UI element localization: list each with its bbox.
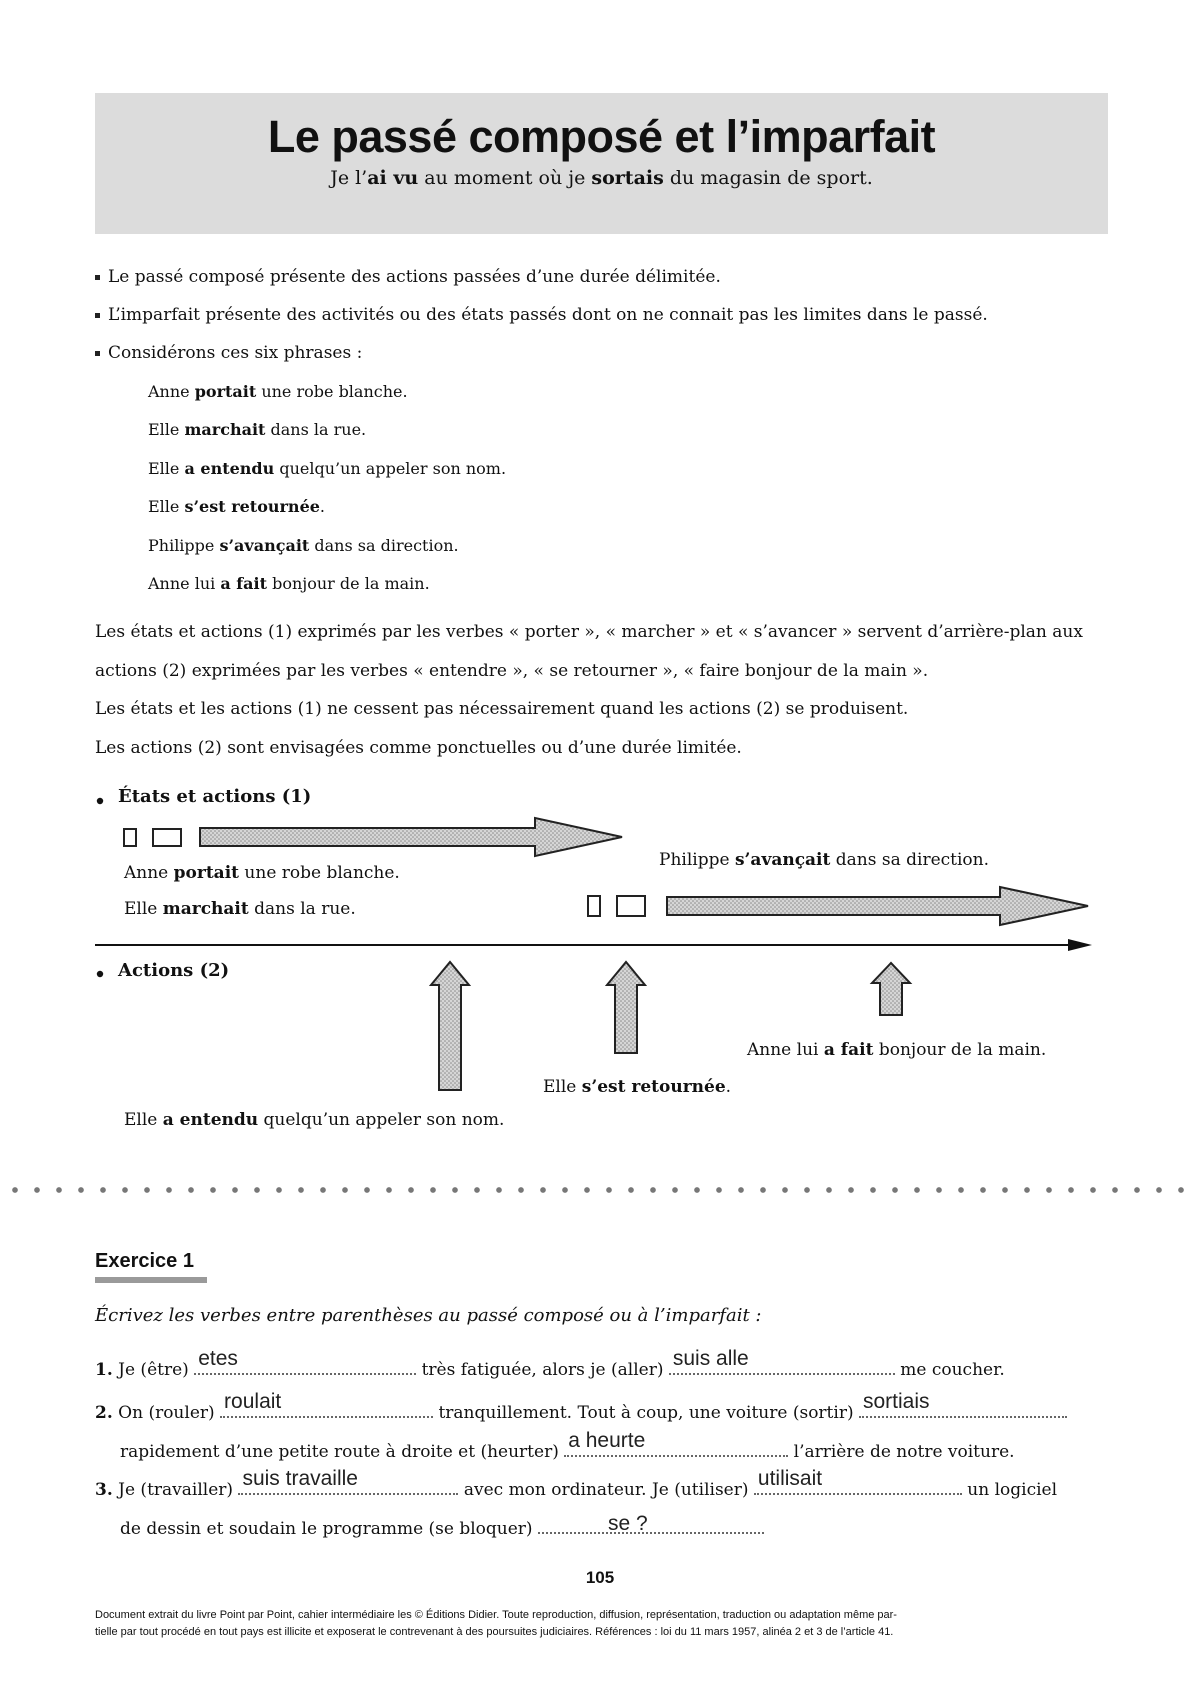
example-text: Philippe	[148, 535, 220, 555]
subtitle-verb: ai vu	[367, 167, 419, 189]
duration-square	[153, 829, 181, 846]
diagram-text-part: dans la rue.	[248, 899, 356, 919]
diagram-text-anne-portait	[124, 863, 400, 883]
paragraph-line: actions (2) exprimées par les verbes « entendre », « se retourner », « faire bonjour de la main ».	[95, 660, 929, 681]
diagram-text-elle-entendu	[124, 1110, 504, 1130]
diagram-text-part: bonjour de la main.	[873, 1040, 1047, 1060]
question-text: un logiciel	[961, 1480, 1058, 1500]
page-title: Le passé composé et l’imparfait	[267, 111, 936, 162]
question-number: 2.	[95, 1403, 113, 1423]
question-text: l’arrière de notre voiture.	[788, 1442, 1015, 1462]
question-text: rapidement d’une petite route à droite et (heurter)	[120, 1442, 565, 1462]
example-text: bonjour de la main.	[267, 573, 430, 593]
example-verb: s’avançait	[219, 535, 310, 555]
diagram-verb: s’est retournée	[581, 1077, 726, 1097]
paragraph-line: Les actions (2) sont envisagées comme ponctuelles ou d’une durée limitée.	[95, 737, 742, 758]
example-verb: s’est retournée	[184, 497, 320, 517]
bullet-text: L’imparfait présente des activités ou des états passés dont on ne connait pas les limites dans le passé.	[108, 305, 988, 325]
answer-blank-2a[interactable]	[220, 1390, 433, 1418]
question-text: très fatiguée, alors je (aller)	[416, 1360, 669, 1380]
example-text: une robe blanche.	[256, 382, 408, 401]
exercise-question-2-continued	[120, 1429, 1015, 1462]
timeline-arrowhead	[1068, 939, 1092, 951]
question-text: On (rouler)	[112, 1403, 221, 1423]
answer-blank-1a[interactable]	[194, 1347, 416, 1375]
handwritten-answer: a heurte	[568, 1429, 646, 1452]
exercise-question-2	[95, 1390, 1067, 1423]
subtitle-part: au moment où je	[418, 167, 592, 189]
handwritten-answer: suis alle	[672, 1347, 749, 1370]
exercise-question-3-continued	[120, 1514, 764, 1539]
copyright-footer	[95, 1607, 1115, 1641]
dotted-separator	[0, 1185, 1200, 1195]
subtitle-verb: sortais	[591, 167, 664, 189]
handwritten-answer: suis travaille	[242, 1467, 358, 1490]
example-text: quelqu’un appeler son nom.	[274, 458, 507, 478]
diagram-text-part: dans sa direction.	[830, 850, 990, 870]
question-number: 1.	[95, 1360, 113, 1380]
punctual-action-arrow	[607, 962, 645, 1053]
diagram-text-part: quelqu’un appeler son nom.	[258, 1110, 505, 1130]
example-verb: a entendu	[184, 458, 275, 478]
label-actions-2: Actions (2)	[118, 960, 230, 981]
punctual-action-arrow	[431, 962, 469, 1090]
paragraph-line: Les états et les actions (1) ne cessent pas nécessairement quand les actions (2) se produisent.	[95, 699, 909, 719]
duration-square	[124, 829, 136, 846]
question-text: Je (être)	[112, 1360, 195, 1380]
bullet-text: Considérons ces six phrases :	[108, 343, 363, 363]
diagram-text-part: Anne lui	[747, 1040, 824, 1060]
answer-blank-2b[interactable]	[859, 1390, 1067, 1418]
diagram-verb: portait	[173, 863, 240, 883]
exercise-title-underline	[95, 1277, 207, 1283]
footer-line: tielle par tout procédé en tout pays est illicite et exposerat le contrevenant à des poursuites judiciaires. Références : loi du 11 mars 1957, alinéa 2 et 3 de l’article 41.	[95, 1626, 894, 1638]
label-states-actions-1: États et actions (1)	[118, 786, 312, 807]
diagram-text-part: .	[725, 1077, 732, 1097]
exercise-question-1	[95, 1347, 1005, 1380]
exercise-question-3	[95, 1467, 1058, 1500]
answer-blank-2c[interactable]	[564, 1429, 788, 1457]
background-action-arrow	[200, 818, 622, 856]
question-text: Je (travailler)	[112, 1480, 239, 1500]
exercise-title: Exercice 1	[95, 1250, 194, 1272]
diagram-bullet	[97, 798, 103, 804]
subtitle-part: du magasin de sport.	[663, 167, 873, 189]
question-text: me coucher.	[894, 1360, 1005, 1380]
example-text: dans la rue.	[265, 420, 367, 440]
handwritten-answer: utilisait	[757, 1467, 823, 1490]
answer-blank-1b[interactable]	[669, 1347, 895, 1375]
question-text: avec mon ordinateur. Je (utiliser)	[458, 1480, 754, 1500]
diagram-text-philippe	[659, 850, 989, 870]
example-text: Elle	[148, 458, 185, 478]
diagram-verb: marchait	[162, 899, 249, 919]
diagram-text-part: Philippe	[659, 850, 735, 870]
diagram-text-elle-marchait	[124, 899, 356, 919]
answer-blank-3c[interactable]	[538, 1514, 764, 1534]
handwritten-answer: se ?	[607, 1512, 648, 1535]
example-verb: marchait	[184, 420, 266, 440]
subtitle-part: Je l’	[330, 167, 368, 189]
diagram-text-part: Anne	[124, 863, 174, 883]
example-text: Elle	[148, 420, 185, 440]
diagram-verb: a fait	[823, 1040, 874, 1060]
diagram-text-part: une robe blanche.	[239, 863, 400, 883]
page-number: 105	[585, 1568, 615, 1587]
example-text: dans sa direction.	[309, 535, 459, 555]
example-text: Anne lui	[148, 573, 221, 593]
example-verb: a fait	[220, 573, 267, 593]
question-text: de dessin et soudain le programme (se bloquer)	[120, 1519, 538, 1539]
question-number: 3.	[95, 1480, 113, 1500]
bullet-text: Le passé composé présente des actions passées d’une durée délimitée.	[108, 267, 721, 287]
exercise-instruction: Écrivez les verbes entre parenthèses au passé composé ou à l’imparfait :	[95, 1305, 762, 1326]
diagram-text-elle-retournee	[543, 1077, 731, 1097]
example-text: Anne	[148, 382, 195, 401]
handwritten-answer: sortiais	[863, 1390, 930, 1413]
answer-blank-3b[interactable]	[754, 1467, 962, 1495]
diagram-verb: s’avançait	[734, 850, 831, 870]
footer-line: Document extrait du livre Point par Point, cahier intermédiaire les © Éditions Didier. Toute reproduction, diffusion, représentation, traduction ou adaptation même par-	[95, 1609, 897, 1621]
duration-square	[588, 896, 600, 916]
duration-square	[617, 896, 645, 916]
handwritten-answer: etes	[198, 1347, 238, 1370]
handwritten-answer: roulait	[224, 1390, 282, 1413]
question-text: tranquillement. Tout à coup, une voiture (sortir)	[433, 1403, 859, 1423]
example-text: .	[319, 497, 326, 517]
diagram-text-part: Elle	[124, 1110, 163, 1130]
diagram-text-part: Elle	[124, 899, 163, 919]
diagram-bullet	[97, 971, 103, 977]
background-action-arrow	[667, 887, 1088, 925]
diagram-text-anne-bonjour	[747, 1040, 1046, 1060]
punctual-action-arrow	[872, 963, 910, 1015]
example-verb: portait	[194, 382, 257, 401]
example-text: Elle	[148, 497, 185, 517]
paragraph-line: Les états et actions (1) exprimés par les verbes « porter », « marcher » et « s’avancer » servent d’arrière-plan aux	[95, 622, 1083, 642]
diagram-verb: a entendu	[162, 1110, 259, 1130]
diagram-text-part: Elle	[543, 1077, 582, 1097]
answer-blank-3a[interactable]	[238, 1467, 458, 1495]
